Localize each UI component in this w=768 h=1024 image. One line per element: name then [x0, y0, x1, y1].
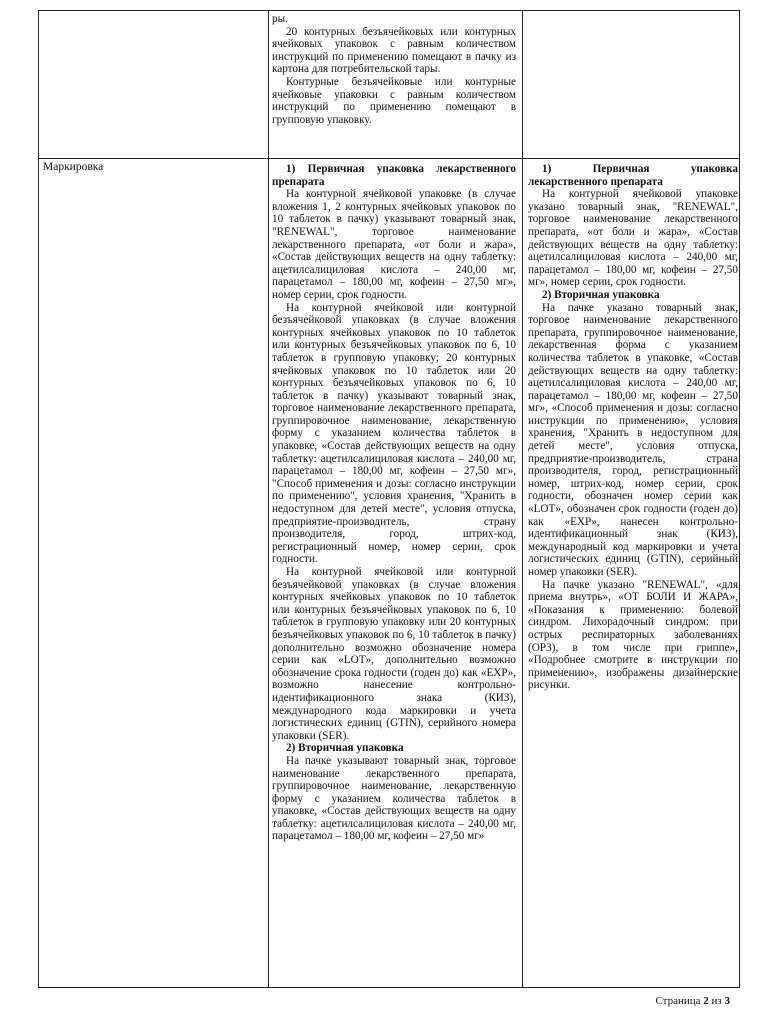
top-row-middle-cell	[268, 13, 520, 157]
paragraph: На контурной ячейковой упаковке указано товарный знак, "RENEWAL", торговое наименование лекарственного препарата, «от боли и жара», «Состав действующих веществ на одну таблетку: ацетилсалициловая кислота – 240,00 мг, парацетамол – 180,00 мг, кофеин – 27,50 мг», номер серии, срок годности.	[528, 188, 738, 289]
paragraph: На пачке указано товарный знак, торговое наименование лекарственного препарата, группировочное наименование, лекарственная форма с указанием количества таблеток в упаковке, «Состав действующих веществ на одну таблетку: ацетилсалициловая кислота – 240,00 мг, парацетамол – 180,00 мг, кофеин – 27,50 мг», «Способ применения и дозы: согласно инструкции по применению», условия хранения, "Хранить в недоступном для детей месте", условия отпуска, предприятие-производитель, страна производителя, город, регистрационный номер, штрих-код, номер серии, срок годности, обозначен номер серии как «LOT», обозначен срок годности (годен до) как «EXP», нанесен контрольно-идентификационный знак (КИЗ), международный код маркировки и учета логистических единиц (GTIN), серийный номер упаковки (SER).	[528, 301, 738, 578]
section-heading: 2) Вторичная упаковка	[542, 288, 660, 301]
paragraph: На контурной ячейковой упаковке (в случае вложения 1, 2 контурных ячейковых упаковок по 10 таблеток в пачку) указывают товарный знак, "RENEWAL", торговое наименование лекарственного препарата, «от боли и жара», «Состав действующих веществ на одну таблетку: ацетилсалициловая кислота – 240,00 мг, парацетамол – 180,00 мг, кофеин – 27,50 мг», номер серии, срок годности.	[272, 188, 516, 301]
section-heading: 1) Первичная упаковка лекарственного препарата	[528, 163, 738, 188]
paragraph: 20 контурных безъячейковых или контурных ячейковых упаковок с равным количеством инструкций по применению помещают в пачку из картона для потребительской тары.	[272, 25, 516, 76]
footer-of: из	[711, 995, 722, 1007]
specification-table	[38, 10, 740, 988]
paragraph: На пачке указывают товарный знак, торговое наименование лекарственного препарата, группировочное наименование, лекарственную форму с указанием количества таблеток в упаковке, «Состав действующих веществ на одну таблетку: ацетилсалициловая кислота – 240,00 мг, парацетамол – 180,00 мг, кофеин – 27,50 мг»	[272, 754, 516, 843]
page-number-footer	[655, 995, 730, 1007]
marking-middle-cell	[268, 163, 520, 988]
section-heading: 1) Первичная упаковка лекарственного препарата	[272, 163, 516, 188]
row-divider	[39, 158, 739, 159]
top-row-right-cell	[523, 13, 741, 157]
footer-prefix: Страница	[655, 995, 701, 1007]
paragraph: Контурные безъячейковые или контурные ячейковые упаковки с равным количеством инструкций по применению помещают в групповую упаковку.	[272, 75, 516, 126]
top-row-label	[43, 13, 263, 153]
paragraph: На пачке указано "RENEWAL", «для приема внутрь», «ОТ БОЛИ И ЖАРА», «Показания к применению: болевой синдром. Лихорадочный синдром: при острых респираторных заболеваниях (ОРЗ), в том числе при гриппе», «Подробнее смотрите в инструкции по применению», изображены дизайнерские рисунки.	[528, 578, 738, 692]
paragraph: На контурной ячейковой или контурной безъячейковой упаковках (в случае вложения контурных ячейковых упаковок по 10 таблеток или контурных безъячейковых упаковок по 6, 10 таблеток в групповую упаковку; 20 контурных ячейковых упаковок по 10 таблеток или 20 контурных безъячейковых упаковок по 6, 10 таблеток в пачку) указывают товарный знак, торговое наименование лекарственного препарата, группировочное наименование, лекарственную форму с указанием количества таблеток в упаковке, «Состав действующих веществ на одну таблетку: ацетилсалициловая кислота – 240,00 мг, парацетамол – 180,00 мг, кофеин – 27,50 мг», "Способ применения и дозы: согласно инструкции по применению", условия хранения, "Хранить в недоступном для детей месте", условия отпуска, предприятие-производитель, страну производителя, город, штрих-код, регистрационный номер, номер серии, срок годности.	[272, 301, 516, 566]
marking-right-cell	[523, 163, 741, 988]
paragraph: На контурной ячейковой или контурной безъячейковой упаковках (в случае вложения контурных ячейковых упаковок по 10 таблеток или контурных безъячейковых упаковок по 6, 10 таблеток в групповую упаковку или 20 контурных безъячейковых упаковок по 6, 10 таблеток в пачку) дополнительно возможно обозначение номера серии как «LOT», дополнительно возможно обозначение срока годности (годен до) как «EXP», возможно нанесение контрольно-идентификационного знака (КИЗ), международного кода маркировки и учета логистических единиц (GTIN), серийного номера упаковки (SER).	[272, 566, 516, 742]
section-heading: 2) Вторичная упаковка	[286, 742, 404, 755]
paragraph: ры.	[272, 13, 288, 25]
current-page: 2	[703, 995, 709, 1007]
marking-row-label: Маркировка	[43, 161, 104, 173]
total-pages: 3	[724, 995, 730, 1007]
